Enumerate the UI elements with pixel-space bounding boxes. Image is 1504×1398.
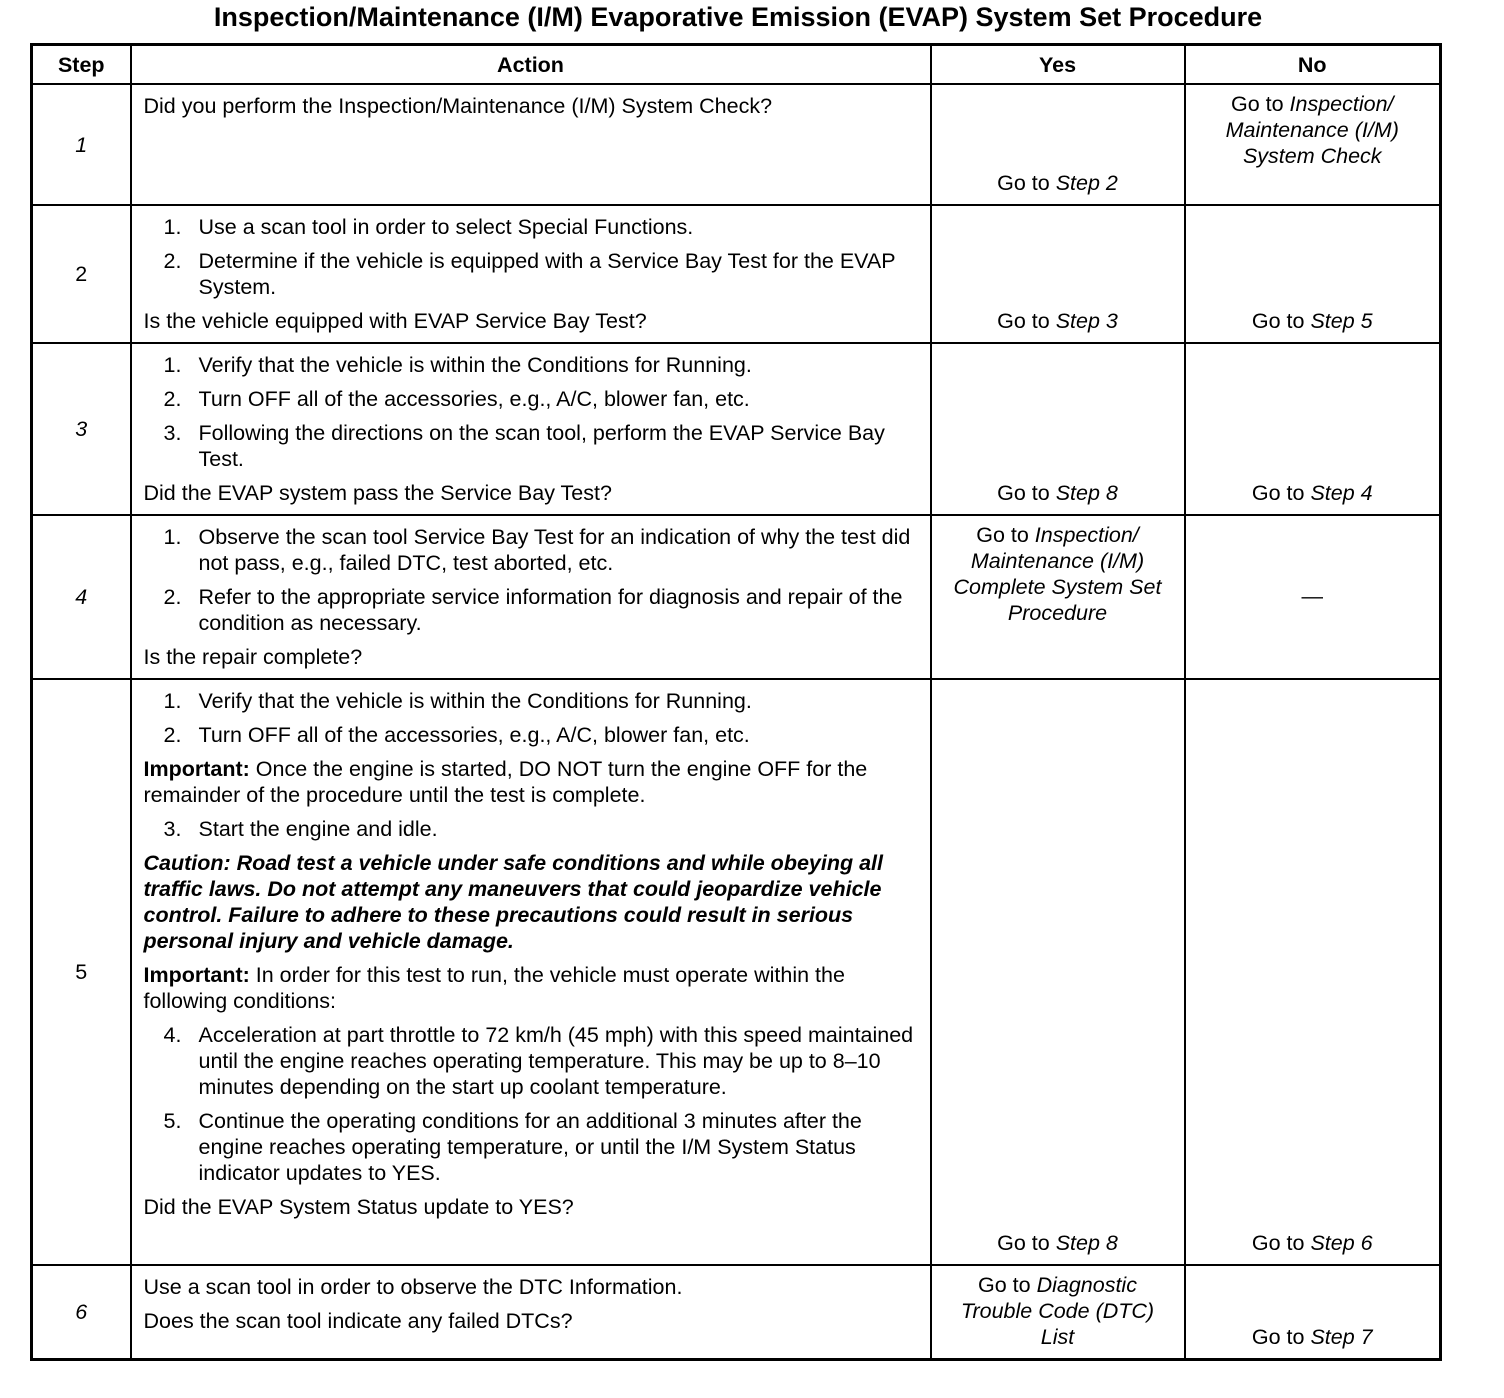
table-row	[32, 1265, 1441, 1360]
yes-result-cell	[931, 679, 1185, 1265]
goto-reference-link[interactable]: Step 5	[1310, 309, 1373, 333]
important-label: Important:	[143, 757, 250, 781]
action-step-item	[144, 420, 920, 472]
goto-prefix: Go to	[978, 1273, 1037, 1297]
action-question: Did you perform the Inspection/Maintenance (I/M) System Check?	[143, 94, 773, 118]
item-number: 2.	[163, 585, 182, 609]
yes-result-cell	[931, 343, 1185, 515]
action-cell	[131, 84, 931, 205]
goto-reference-link[interactable]: Step 2	[1055, 171, 1118, 195]
step-number: 4	[32, 515, 131, 679]
item-text: Turn OFF all of the accessories, e.g., A/C, blower fan, etc.	[198, 387, 750, 411]
item-text: Verify that the vehicle is within the Conditions for Running.	[198, 353, 752, 377]
action-step-item	[144, 816, 920, 842]
goto-reference-link[interactable]: Inspection/ Maintenance (I/M) Complete System Set Procedure	[953, 523, 1162, 625]
item-number: 3.	[163, 817, 182, 841]
goto-prefix: Go to	[1251, 309, 1311, 333]
table-row	[32, 679, 1441, 1265]
item-number: 1.	[163, 215, 182, 239]
goto-prefix: Go to	[997, 171, 1056, 195]
goto-reference-link[interactable]: Diagnostic Trouble Code (DTC) List	[960, 1273, 1155, 1349]
table-row	[32, 205, 1441, 343]
goto-reference-link[interactable]: Step 7	[1310, 1325, 1373, 1349]
item-text: Turn OFF all of the accessories, e.g., A/C, blower fan, etc.	[198, 723, 750, 747]
goto-reference-link[interactable]: Inspection/ Maintenance (I/M) System Check	[1225, 92, 1399, 168]
no-result-cell	[1185, 515, 1441, 679]
action-question: Use a scan tool in order to observe the DTC Information.	[143, 1275, 683, 1299]
yes-result-cell	[931, 205, 1185, 343]
item-text: Use a scan tool in order to select Special Functions.	[198, 215, 694, 239]
goto-reference-link[interactable]: Step 6	[1310, 1231, 1373, 1255]
item-number: 1.	[163, 525, 182, 549]
not-applicable-dash: —	[1301, 584, 1323, 608]
item-number: 1.	[163, 353, 182, 377]
important-text: In order for this test to run, the vehicle must operate within the following conditions:	[143, 963, 845, 1013]
action-step-item	[144, 1108, 920, 1186]
action-step-item	[144, 352, 920, 378]
important-label: Important:	[143, 963, 250, 987]
goto-prefix: Go to	[1251, 481, 1311, 505]
action-cell	[131, 205, 931, 343]
goto-prefix: Go to	[997, 309, 1056, 333]
item-number: 5.	[163, 1109, 182, 1133]
action-step-item	[144, 584, 920, 636]
action-step-item	[144, 722, 920, 748]
action-cell	[131, 1265, 931, 1360]
step-number: 5	[32, 679, 131, 1265]
action-cell	[131, 343, 931, 515]
goto-reference-link[interactable]: Step 8	[1055, 481, 1118, 505]
table-row	[32, 515, 1441, 679]
action-question: Does the scan tool indicate any failed DTCs?	[143, 1309, 573, 1333]
item-text: Observe the scan tool Service Bay Test for an indication of why the test did not pass, e.g., failed DTC, test aborted, etc.	[198, 525, 911, 575]
action-step-item	[144, 248, 920, 300]
action-cell	[131, 679, 931, 1265]
yes-result-cell	[931, 515, 1185, 679]
table-row	[32, 343, 1441, 515]
item-text: Following the directions on the scan tool, perform the EVAP Service Bay Test.	[198, 421, 885, 471]
header-step: Step	[32, 45, 131, 85]
action-step-item	[144, 386, 920, 412]
no-result-cell	[1185, 343, 1441, 515]
item-number: 2.	[163, 723, 182, 747]
goto-prefix: Go to	[1230, 92, 1290, 116]
yes-result-cell	[931, 1265, 1185, 1360]
goto-reference-link[interactable]: Step 8	[1055, 1231, 1118, 1255]
action-step-item	[144, 214, 920, 240]
yes-result-cell	[931, 84, 1185, 205]
goto-prefix: Go to	[997, 481, 1056, 505]
page-title: Inspection/Maintenance (I/M) Evaporative Emission (EVAP) System Set Procedure	[213, 2, 1263, 32]
item-text: Continue the operating conditions for an additional 3 minutes after the engine reaches operating temperature, or until the I/M System Status indicator updates to YES.	[198, 1109, 862, 1185]
goto-prefix: Go to	[1251, 1325, 1311, 1349]
step-number: 1	[32, 84, 131, 205]
item-number: 4.	[163, 1023, 182, 1047]
header-yes: Yes	[931, 45, 1185, 85]
item-number: 2.	[163, 387, 182, 411]
important-note	[144, 962, 920, 1014]
goto-reference-link[interactable]: Step 4	[1310, 481, 1373, 505]
goto-prefix: Go to	[1251, 1231, 1311, 1255]
caution-note: Caution: Road test a vehicle under safe conditions and while obeying all traffic laws. Do not attempt any maneuvers that could jeopardize vehicle control. Failure to adhere to these precautions could result in serious personal injury and vehicle damage.	[143, 851, 883, 953]
item-text: Determine if the vehicle is equipped with a Service Bay Test for the EVAP System.	[198, 249, 896, 299]
table-row	[32, 84, 1441, 205]
goto-prefix: Go to	[976, 523, 1035, 547]
no-result-cell	[1185, 679, 1441, 1265]
header-no: No	[1185, 45, 1441, 85]
item-text: Verify that the vehicle is within the Conditions for Running.	[198, 689, 752, 713]
goto-reference-link[interactable]: Step 3	[1055, 309, 1118, 333]
item-number: 1.	[163, 689, 182, 713]
item-number: 2.	[163, 249, 182, 273]
action-step-item	[144, 1022, 920, 1100]
step-number: 3	[32, 343, 131, 515]
no-result-cell	[1185, 84, 1441, 205]
item-text: Refer to the appropriate service information for diagnosis and repair of the condition as necessary.	[198, 585, 903, 635]
important-note	[144, 756, 920, 808]
item-number: 3.	[163, 421, 182, 445]
no-result-cell	[1185, 1265, 1441, 1360]
table-header-row	[32, 45, 1441, 85]
action-step-item	[144, 524, 920, 576]
item-text: Acceleration at part throttle to 72 km/h (45 mph) with this speed maintained until the engine reaches operating temperature. This may be up to 8–10 minutes depending on the start up coolant temperature.	[198, 1023, 914, 1099]
no-result-cell	[1185, 205, 1441, 343]
action-question: Is the repair complete?	[143, 645, 363, 669]
step-number: 6	[32, 1265, 131, 1360]
action-question: Is the vehicle equipped with EVAP Service Bay Test?	[143, 309, 647, 333]
action-question: Did the EVAP system pass the Service Bay Test?	[143, 481, 612, 505]
procedure-table	[30, 43, 1442, 1361]
goto-prefix: Go to	[997, 1231, 1056, 1255]
item-text: Start the engine and idle.	[198, 817, 438, 841]
action-question: Did the EVAP System Status update to YES?	[143, 1195, 574, 1219]
step-number: 2	[32, 205, 131, 343]
action-cell	[131, 515, 931, 679]
action-step-item	[144, 688, 920, 714]
important-text: Once the engine is started, DO NOT turn the engine OFF for the remainder of the procedure until the test is complete.	[143, 757, 868, 807]
header-action: Action	[131, 45, 931, 85]
